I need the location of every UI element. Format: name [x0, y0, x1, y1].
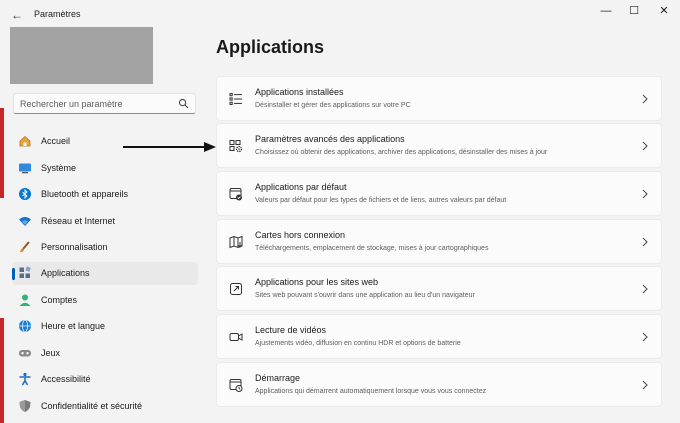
chevron-right-icon	[641, 139, 649, 153]
title-bar	[0, 0, 680, 30]
account-avatar[interactable]	[10, 27, 153, 84]
card-title: Lecture de vidéos	[255, 325, 327, 335]
monitor-icon	[18, 161, 32, 175]
sidebar-item-applications[interactable]	[12, 262, 198, 285]
sidebar-item-personnalisation[interactable]	[12, 236, 198, 259]
background-edge-strip	[0, 108, 4, 198]
sidebar-item-heure-langue[interactable]	[12, 315, 198, 338]
card-title: Applications installées	[255, 87, 344, 97]
card-title: Applications pour les sites web	[255, 277, 379, 287]
accessibility-icon	[18, 372, 32, 386]
list-icon	[229, 92, 243, 106]
card-description: Ajustements vidéo, diffusion en continu HDR et options de batterie	[255, 340, 461, 347]
chevron-right-icon	[641, 92, 649, 106]
startup-icon	[229, 378, 243, 392]
globe-clock-icon	[18, 319, 32, 333]
brush-icon	[18, 240, 32, 254]
video-icon	[229, 330, 243, 344]
card-lecture-videos[interactable]	[216, 314, 662, 359]
close-button[interactable]: ✕	[659, 5, 669, 17]
chevron-right-icon	[641, 235, 649, 249]
sidebar-item-label: Réseau et Internet	[41, 216, 116, 226]
sidebar-item-label: Jeux	[41, 348, 61, 358]
sidebar-item-systeme[interactable]	[12, 157, 198, 180]
sidebar-item-label: Système	[41, 163, 77, 173]
default-apps-icon	[229, 187, 243, 201]
sidebar-item-label: Accessibilité	[41, 374, 91, 384]
back-button[interactable]: ←	[11, 8, 23, 22]
window-title: Paramètres	[34, 9, 81, 19]
search-input[interactable]	[14, 94, 174, 113]
app-settings-icon	[229, 139, 243, 153]
sidebar-item-confidentialite[interactable]	[12, 395, 198, 418]
sidebar-item-label: Personnalisation	[41, 242, 108, 252]
person-icon	[18, 293, 32, 307]
sidebar-item-accessibilite[interactable]	[12, 368, 198, 391]
sidebar-item-label: Accueil	[41, 136, 71, 146]
shield-icon	[18, 399, 32, 413]
maximize-button[interactable]: ☐	[629, 5, 639, 17]
sidebar-item-reseau[interactable]	[12, 210, 198, 233]
chevron-right-icon	[641, 282, 649, 296]
annotation-arrow-icon	[122, 139, 218, 155]
chevron-right-icon	[641, 187, 649, 201]
sidebar-item-label: Confidentialité et sécurité	[41, 401, 143, 411]
card-applications-sites-web[interactable]	[216, 266, 662, 311]
card-description: Désinstaller et gérer des applications sur votre PC	[255, 102, 411, 109]
sidebar-item-label: Comptes	[41, 295, 78, 305]
card-title: Cartes hors connexion	[255, 230, 346, 240]
home-icon	[18, 134, 32, 148]
card-description: Choisissez où obtenir des applications, archiver des applications, désinstaller des mises à jour	[255, 149, 548, 156]
card-description: Téléchargements, emplacement de stockage, mises à jour cartographiques	[255, 245, 489, 252]
card-title: Applications par défaut	[255, 182, 347, 192]
minimize-button[interactable]: —	[600, 5, 612, 17]
sidebar-item-label: Applications	[41, 268, 90, 278]
card-description: Applications qui démarrent automatiquement lorsque vous vous connectez	[255, 388, 487, 395]
search-box[interactable]	[13, 93, 196, 114]
page-title: Applications	[216, 37, 325, 57]
card-cartes-hors-connexion[interactable]	[216, 219, 662, 264]
card-description: Valeurs par défaut pour les types de fichiers et de liens, autres valeurs par défaut	[255, 197, 507, 204]
chevron-right-icon	[641, 378, 649, 392]
sidebar-item-comptes[interactable]	[12, 289, 198, 312]
card-parametres-avances[interactable]	[216, 123, 662, 168]
card-title: Démarrage	[255, 373, 301, 383]
card-title: Paramètres avancés des applications	[255, 134, 405, 144]
bluetooth-icon	[18, 187, 32, 201]
chevron-right-icon	[641, 330, 649, 344]
sidebar-item-jeux[interactable]	[12, 342, 198, 365]
wifi-icon	[18, 214, 32, 228]
apps-icon	[18, 266, 32, 280]
card-description: Sites web pouvant s'ouvrir dans une application au lieu d'un navigateur	[255, 292, 475, 299]
sidebar-item-label: Heure et langue	[41, 321, 106, 331]
card-demarrage[interactable]	[216, 362, 662, 407]
card-applications-par-defaut[interactable]	[216, 171, 662, 216]
web-app-icon	[229, 282, 243, 296]
card-applications-installees[interactable]	[216, 76, 662, 121]
selected-indicator	[12, 268, 15, 280]
sidebar-item-bluetooth[interactable]	[12, 183, 198, 206]
gamepad-icon	[18, 346, 32, 360]
search-icon	[178, 98, 189, 109]
sidebar-item-label: Bluetooth et appareils	[41, 189, 129, 199]
map-icon	[229, 235, 243, 249]
background-edge-strip	[0, 318, 4, 423]
